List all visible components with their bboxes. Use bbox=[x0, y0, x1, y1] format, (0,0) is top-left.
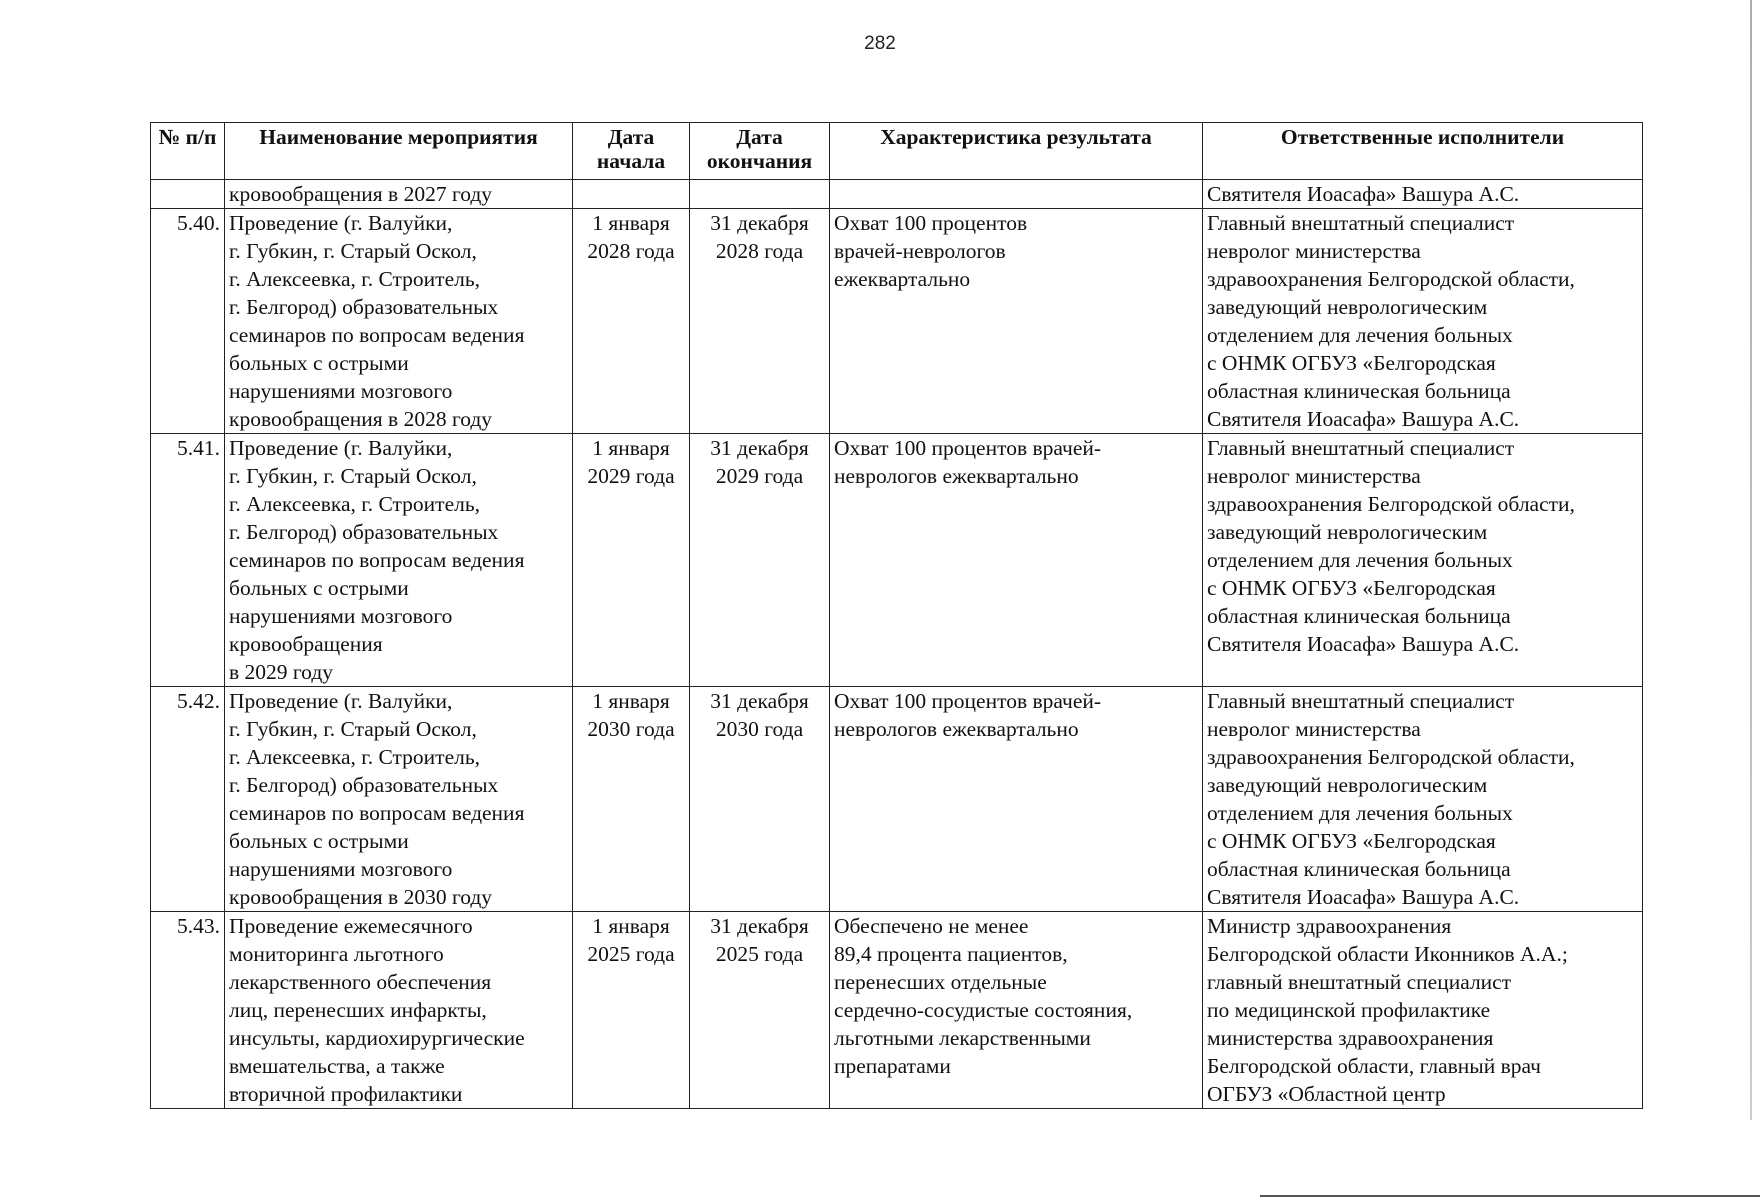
row-result: Обеспечено не менее 89,4 процента пациентов, перенесших отдельные сердечно-сосудистые состояния, льготными лекарственными препаратами bbox=[830, 912, 1203, 1109]
row-number: 5.42. bbox=[151, 687, 225, 912]
continuation-exec-cell: Святителя Иоасафа» Вашура А.С. bbox=[1203, 180, 1643, 209]
row-executors: Министр здравоохранения Белгородской области Иконников А.А.; главный внештатный специалист по медицинской профилактике министерства здравоохранения Белгородской области, главный врач ОГБУЗ «Областной центр bbox=[1203, 912, 1643, 1109]
scan-edge-mark bbox=[1750, 0, 1752, 1120]
row-number: 5.41. bbox=[151, 434, 225, 687]
row-result: Охват 100 процентов врачей- неврологов ежеквартально bbox=[830, 434, 1203, 687]
row-end-date: 31 декабря 2030 года bbox=[690, 687, 830, 912]
continuation-num-cell bbox=[151, 180, 225, 209]
continuation-row bbox=[151, 180, 1643, 209]
table-row bbox=[151, 209, 1643, 434]
header-activity-name: Наименование мероприятия bbox=[225, 123, 573, 180]
row-executors: Главный внештатный специалист невролог министерства здравоохранения Белгородской области, заведующий неврологическим отделением для лечения больных с ОНМК ОГБУЗ «Белгородская областная клиническая больница Святителя Иоасафа» Вашура А.С. bbox=[1203, 434, 1643, 687]
scan-bottom-mark bbox=[1260, 1195, 1760, 1197]
row-activity-name: Проведение (г. Валуйки, г. Губкин, г. Старый Оскол, г. Алексеевка, г. Строитель, г. Белгород) образовательных семинаров по вопросам ведения больных с острыми нарушениями мозгового кровообращения в 2028 году bbox=[225, 209, 573, 434]
header-number: № п/п bbox=[151, 123, 225, 180]
continuation-end-cell bbox=[690, 180, 830, 209]
row-number: 5.40. bbox=[151, 209, 225, 434]
continuation-name-cell: кровообращения в 2027 году bbox=[225, 180, 573, 209]
header-executors: Ответственные исполнители bbox=[1203, 123, 1643, 180]
row-start-date: 1 января 2030 года bbox=[573, 687, 690, 912]
row-activity-name: Проведение (г. Валуйки, г. Губкин, г. Старый Оскол, г. Алексеевка, г. Строитель, г. Белгород) образовательных семинаров по вопросам ведения больных с острыми нарушениями мозгового кровообращения в 2029 году bbox=[225, 434, 573, 687]
header-result: Характеристика результата bbox=[830, 123, 1203, 180]
row-number: 5.43. bbox=[151, 912, 225, 1109]
table-row bbox=[151, 434, 1643, 687]
row-end-date: 31 декабря 2025 года bbox=[690, 912, 830, 1109]
row-result: Охват 100 процентов врачей- неврологов ежеквартально bbox=[830, 687, 1203, 912]
row-activity-name: Проведение (г. Валуйки, г. Губкин, г. Старый Оскол, г. Алексеевка, г. Строитель, г. Белгород) образовательных семинаров по вопросам ведения больных с острыми нарушениями мозгового кровообращения в 2030 году bbox=[225, 687, 573, 912]
header-end-date: Дата окончания bbox=[690, 123, 830, 180]
table-row bbox=[151, 912, 1643, 1109]
activities-table bbox=[150, 122, 1643, 1109]
row-start-date: 1 января 2025 года bbox=[573, 912, 690, 1109]
row-activity-name: Проведение ежемесячного мониторинга льготного лекарственного обеспечения лиц, перенесших инфаркты, инсульты, кардиохирургические вмешательства, а также вторичной профилактики bbox=[225, 912, 573, 1109]
row-end-date: 31 декабря 2029 года bbox=[690, 434, 830, 687]
row-end-date: 31 декабря 2028 года bbox=[690, 209, 830, 434]
continuation-start-cell bbox=[573, 180, 690, 209]
row-executors: Главный внештатный специалист невролог министерства здравоохранения Белгородской области, заведующий неврологическим отделением для лечения больных с ОНМК ОГБУЗ «Белгородская областная клиническая больница Святителя Иоасафа» Вашура А.С. bbox=[1203, 209, 1643, 434]
row-start-date: 1 января 2028 года bbox=[573, 209, 690, 434]
page-number: 282 bbox=[864, 33, 896, 54]
row-result: Охват 100 процентов врачей-неврологов ежеквартально bbox=[830, 209, 1203, 434]
row-start-date: 1 января 2029 года bbox=[573, 434, 690, 687]
header-start-date: Дата начала bbox=[573, 123, 690, 180]
table-row bbox=[151, 687, 1643, 912]
table-header-row bbox=[151, 123, 1643, 180]
row-executors: Главный внештатный специалист невролог министерства здравоохранения Белгородской области, заведующий неврологическим отделением для лечения больных с ОНМК ОГБУЗ «Белгородская областная клиническая больница Святителя Иоасафа» Вашура А.С. bbox=[1203, 687, 1643, 912]
continuation-result-cell bbox=[830, 180, 1203, 209]
